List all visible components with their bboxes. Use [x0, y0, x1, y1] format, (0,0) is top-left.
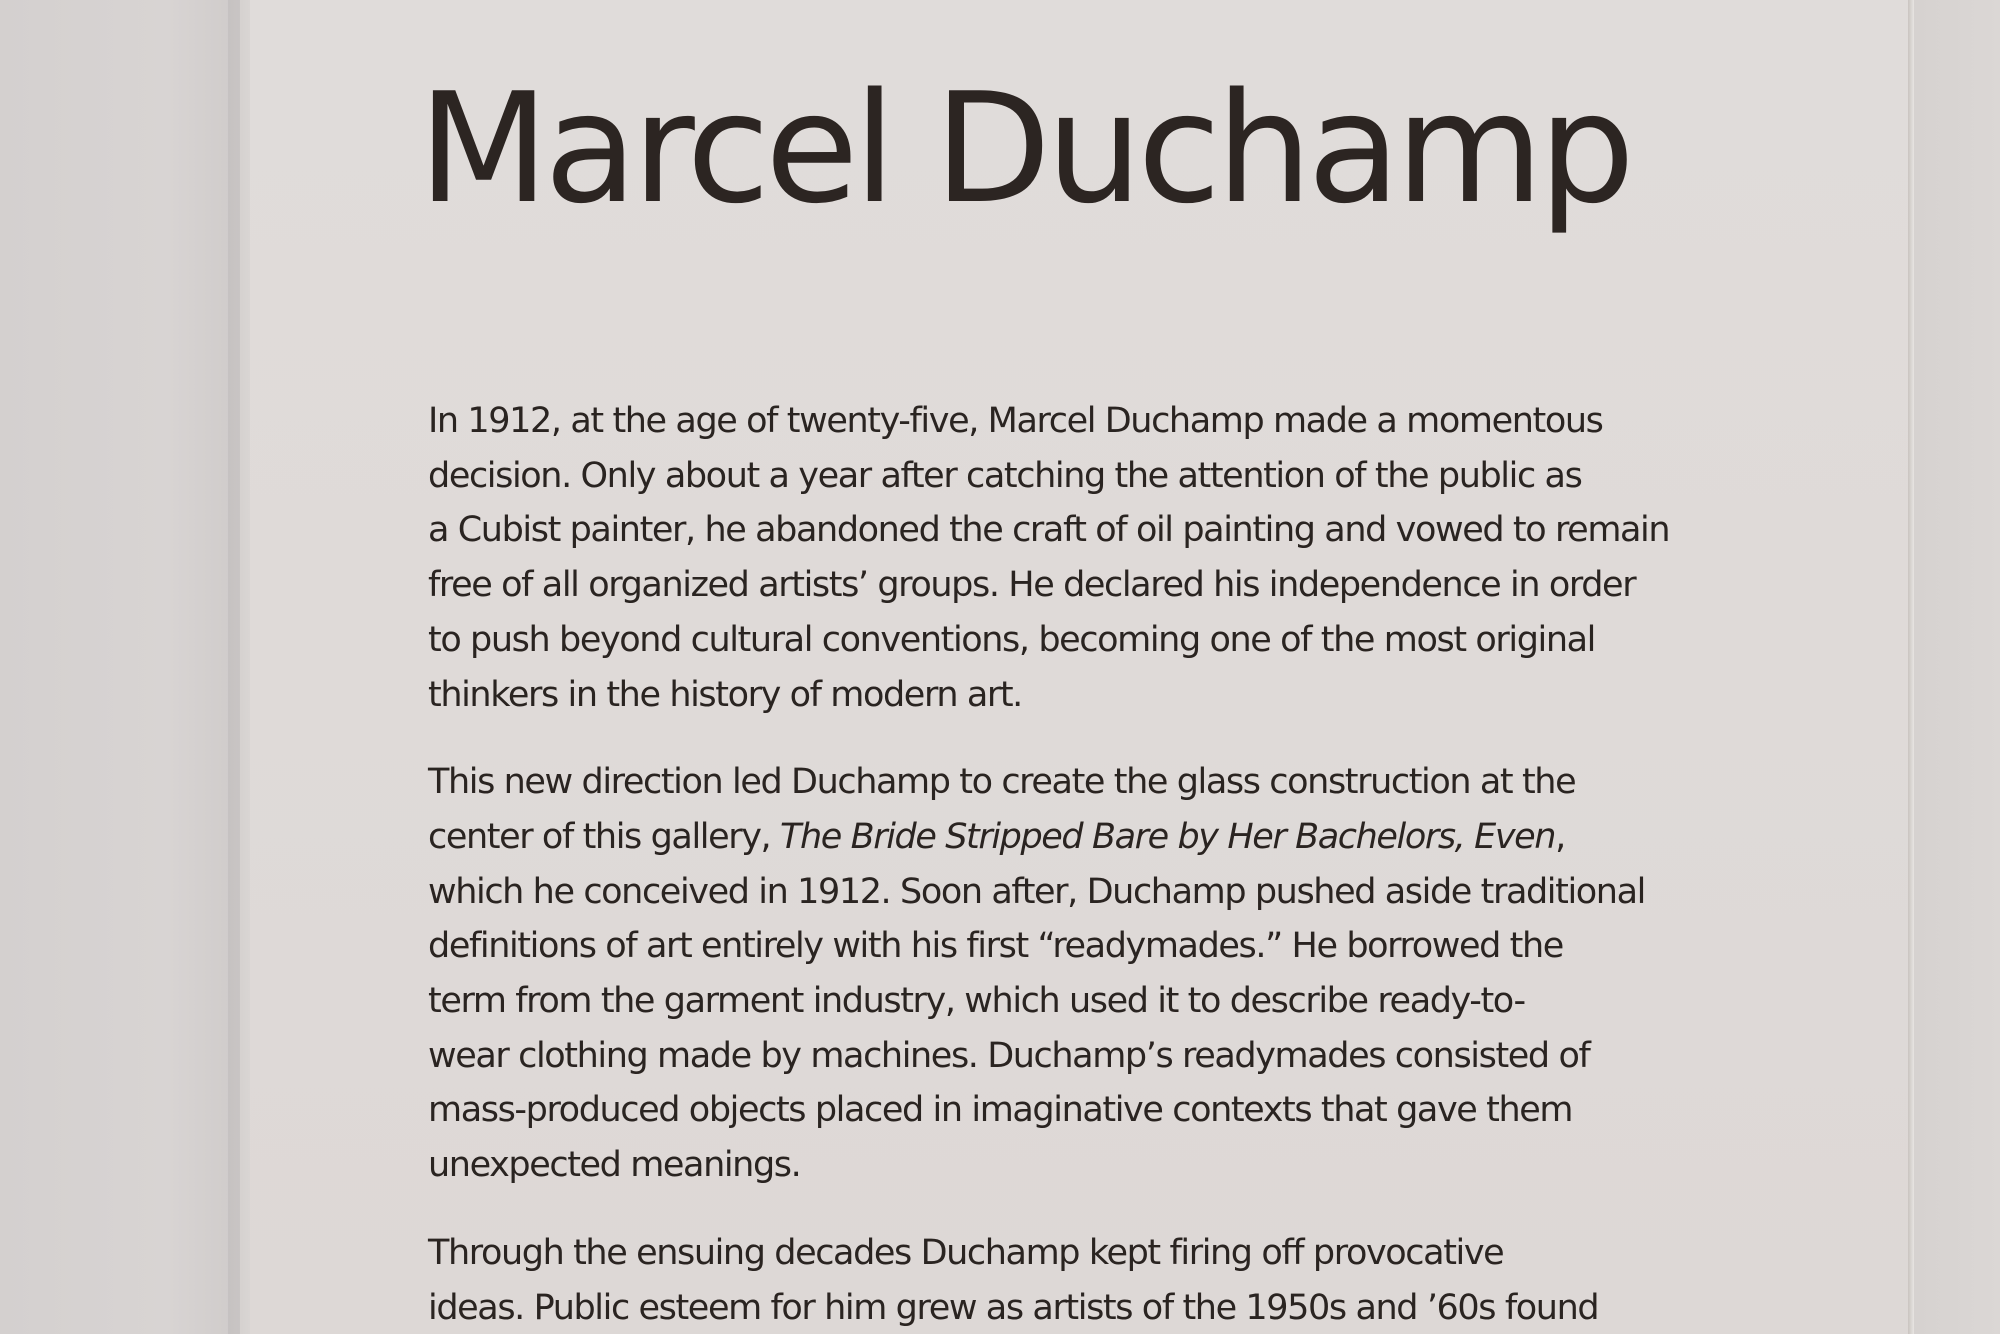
- text-line: term from the garment industry, which used it to describe ready-to-: [428, 981, 1525, 1022]
- text-line: thinkers in the history of modern art.: [428, 674, 1022, 715]
- text-line: wear clothing made by machines. Duchamp’s readymades consisted of: [428, 1035, 1590, 1076]
- text-segment: center of this gallery,: [428, 816, 780, 857]
- text-line: ideas. Public esteem for him grew as artists of the 1950s and ’60s found: [428, 1287, 1599, 1328]
- paragraph-2: [428, 755, 1718, 1193]
- label-title: Marcel Duchamp: [418, 60, 1631, 237]
- label-body-text: [428, 394, 1718, 1334]
- text-line: unexpected meanings.: [428, 1145, 801, 1186]
- text-line: to push beyond cultural conventions, becoming one of the most original: [428, 619, 1595, 660]
- paragraph-1: [428, 394, 1718, 722]
- text-line: mass-produced objects placed in imaginative contexts that gave them: [428, 1090, 1573, 1131]
- text-line: definitions of art entirely with his first “readymades.” He borrowed the: [428, 926, 1563, 967]
- text-line: In 1912, at the age of twenty-five, Marcel Duchamp made a momentous: [428, 401, 1603, 441]
- text-segment: ,: [1555, 816, 1565, 857]
- text-line: decision. Only about a year after catching the attention of the public as: [428, 455, 1582, 496]
- text-line: Through the ensuing decades Duchamp kept firing off provocative: [428, 1232, 1504, 1273]
- paragraph-3: [428, 1226, 1718, 1334]
- text-line: This new direction led Duchamp to create the glass construction at the: [428, 762, 1576, 803]
- text-line: free of all organized artists’ groups. He declared his independence in order: [428, 565, 1636, 606]
- artwork-title: The Bride Stripped Bare by Her Bachelors, Even: [779, 816, 1556, 857]
- wall-left: [0, 0, 240, 1334]
- text-line: a Cubist painter, he abandoned the craft of oil painting and vowed to remain: [428, 510, 1670, 551]
- wall-right: [1914, 0, 2000, 1334]
- text-line-with-artwork-title: [428, 810, 1718, 865]
- text-line: which he conceived in 1912. Soon after, Duchamp pushed aside traditional: [428, 871, 1645, 912]
